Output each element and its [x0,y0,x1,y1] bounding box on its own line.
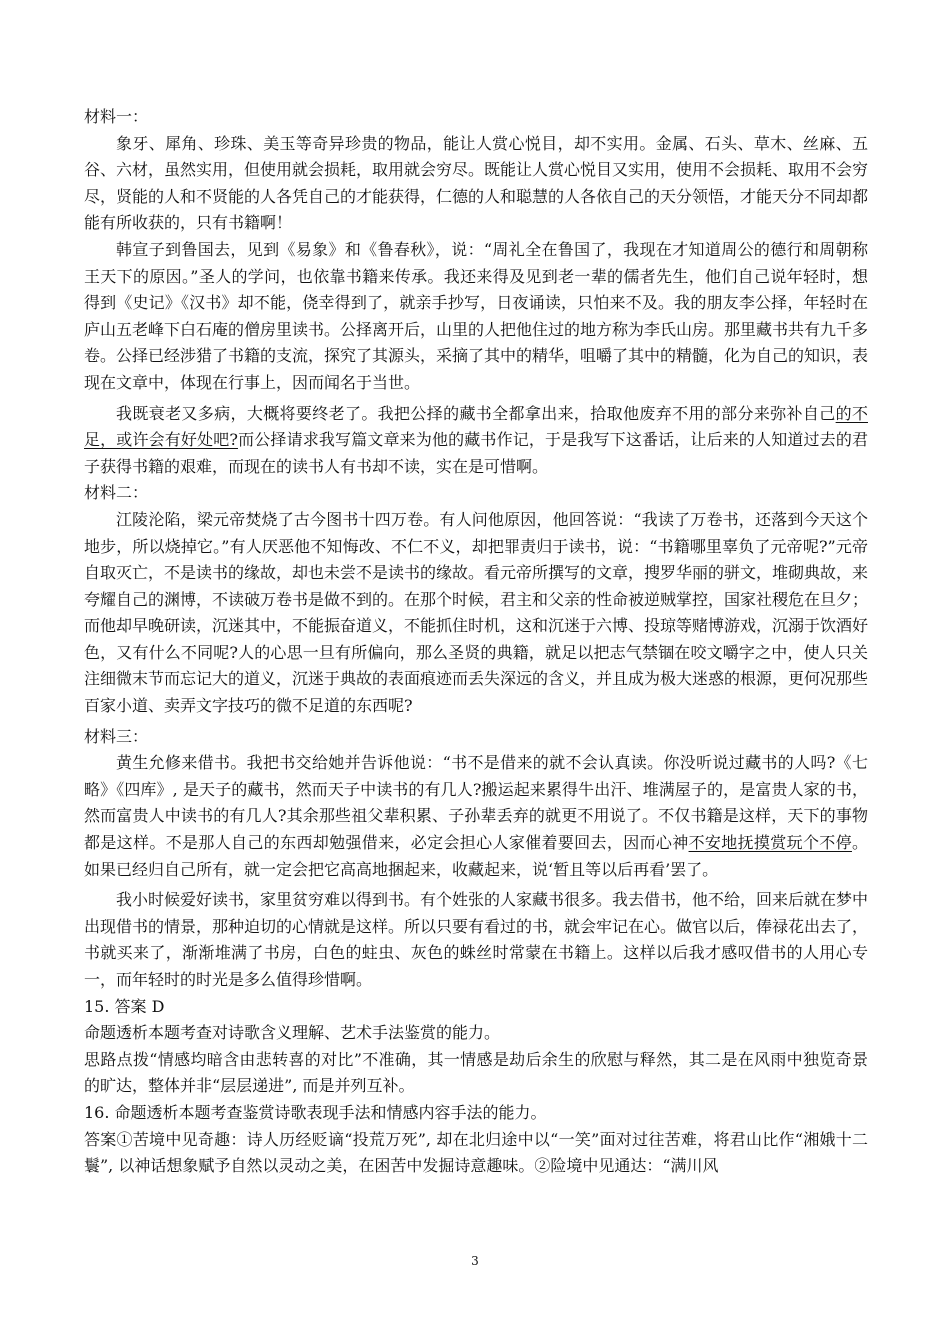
material3-p1-text-after: 。如果已经归自己所有，就一定会把它高高地捆起来，收藏起来，说‘暂且等以后再看’罢了。 [84,833,868,879]
q15-hint: 思路点拨“情感均暗含由悲转喜的对比”不准确，其一情感是劫后余生的欣慰与释然，其二是在风雨中独览奇景的旷达，整体并非“层层递进”, 而是并列互补。 [84,1049,868,1096]
material2-paragraph-1: 江陵沦陷，梁元帝焚烧了古今图书十四万卷。有人问他原因，他回答说：“我读了万卷书，还落到今天这个地步，所以烧掉它。”有人厌恶他不知悔改、不仁不义，却把罪责归于读书，说：“书籍哪里辜负了元帝呢?”元帝自取灭亡，不是读书的缘故，却也未尝不是读书的缘故。看元帝所撰写的文章，搜罗华丽的骈文，堆砌典故，来夸耀自己的渊博，不读破万卷书是做不到的。在那个时候，君主和父亲的性命被逆贼掌控，国家社稷危在旦夕；而他却早晚研读，沉迷其中，不能振奋道义，不能抓住时机，这和沉迷于六博、投琼等赌博游戏，沉溺于饮酒好色，又有什么不同呢?人的心思一旦有所偏向，那么圣贤的典籍，就足以把志气禁锢在咬文嚼字之中，使人只关注细微末节而忘记大的道义，沉迷于典故的表面痕迹而丢失深远的含义，并且成为极大迷惑的根源，更何况那些百家小道、卖弄文字技巧的微不足道的东西呢? [84,509,869,716]
material2-heading: 材料二： [84,483,149,503]
q16-analysis: 16. 命题透析本题考查鉴赏诗歌表现手法和情感内容手法的能力。 [84,1102,547,1122]
material1-paragraph-3 [84,401,868,481]
q15-analysis: 命题透析本题考查对诗歌含义理解、艺术手法鉴赏的能力。 [84,1023,501,1043]
material3-p1-text-before: 黄生允修来借书。我把书交给她并告诉他说：“书不是借来的就不会认真读。你没听说过藏书的人吗?《七略》《四库》, 是天子的藏书，然而天子中读书的有几人?搬运起来累得牛出汗、堆满屋子的，是富贵人家的书，然而富贵人中读书的有几人?其余那些祖父辈积累、子孙辈丢弃的就更不用说了。不仅书籍是这样，天下的事物都是这样。不是那人自己的东西却勉强借来，必定会担心人家催着要回去，因而心神 [84,753,868,853]
underlined-sentence-1: 的不足，或许会有好处吧? [84,403,868,450]
material3-paragraph-2: 我小时候爱好读书，家里贫穷难以得到书。有个姓张的人家藏书很多。我去借书，他不给，回来后就在梦中出现借书的情景，那种迫切的心情就是这样。所以只要有看过的书，就会牢记在心。做官以后，俸禄花出去了，书就买来了，渐渐堆满了书房，白色的蛀虫、灰色的蛛丝时常蒙在书籍上。这样以后我才感叹借书的人用心专一，而年轻时的时光是多么值得珍惜啊。 [84,890,869,989]
material1-p3-text-after: 而公择请求我写篇文章来为他的藏书作记，于是我写下这番话，让后来的人知道过去的君子获得书籍的艰难，而现在的读书人有书却不读，实在是可惜啊。 [84,430,868,476]
q16-answer: 答案①苦境中见奇趣：诗人历经贬谪“投荒万死”, 却在北归途中以“一笑”面对过往苦难，将君山比作“湘娥十二鬟”, 以神话想象赋予自然以灵动之美，在困苦中发掘诗意趣味。②险境中见通达：“满川风 [84,1129,868,1176]
document-body [84,104,868,1180]
q15-answer: 15. 答案 D [84,996,165,1016]
material3-paragraph-1 [84,750,868,883]
material1-heading: 材料一： [84,107,149,126]
material3-heading: 材料三： [84,726,149,746]
underlined-sentence-2: 不安地抚摸赏玩个不停 [688,833,852,853]
material1-paragraph-1: 象牙、犀角、珍珠、美玉等奇异珍贵的物品，能让人赏心悦目，却不实用。金属、石头、草木、丝麻、五谷、六材，虽然实用，但使用就会损耗，取用就会穷尽。既能让人赏心悦目又实用，使用不会损耗、取用不会穷尽，贤能的人和不贤能的人各凭自己的才能获得，仁德的人和聪慧的人各依自己的天分领悟，才能天分不同却都能有所收获的，只有书籍啊！ [84,133,869,233]
material1-paragraph-2: 韩宣子到鲁国去，见到《易象》和《鲁春秋》，说：“周礼全在鲁国了，我现在才知道周公的德行和周朝称王天下的原因。”圣人的学问，也依靠书籍来传承。我还来得及见到老一辈的儒者先生，他们自己说年轻时，想得到《史记》《汉书》却不能，侥幸得到了，就亲手抄写，日夜诵读，只怕来不及。我的朋友李公择，年轻时在庐山五老峰下白石庵的僧房里读书。公择离开后，山里的人把他住过的地方称为李氏山房。那里藏书共有九千多卷。公择已经涉猎了书籍的支流，探究了其源头，采摘了其中的精华，咀嚼了其中的精髓，化为自己的知识，表现在文章中，体现在行事上，因而闻名于当世。 [84,239,869,392]
material1-p3-text-before: 我既衰老又多病，大概将要终老了。我把公择的藏书全都拿出来，拾取他废弃不用的部分来弥补自己 [116,403,836,423]
page-number: 3 [471,1254,479,1268]
